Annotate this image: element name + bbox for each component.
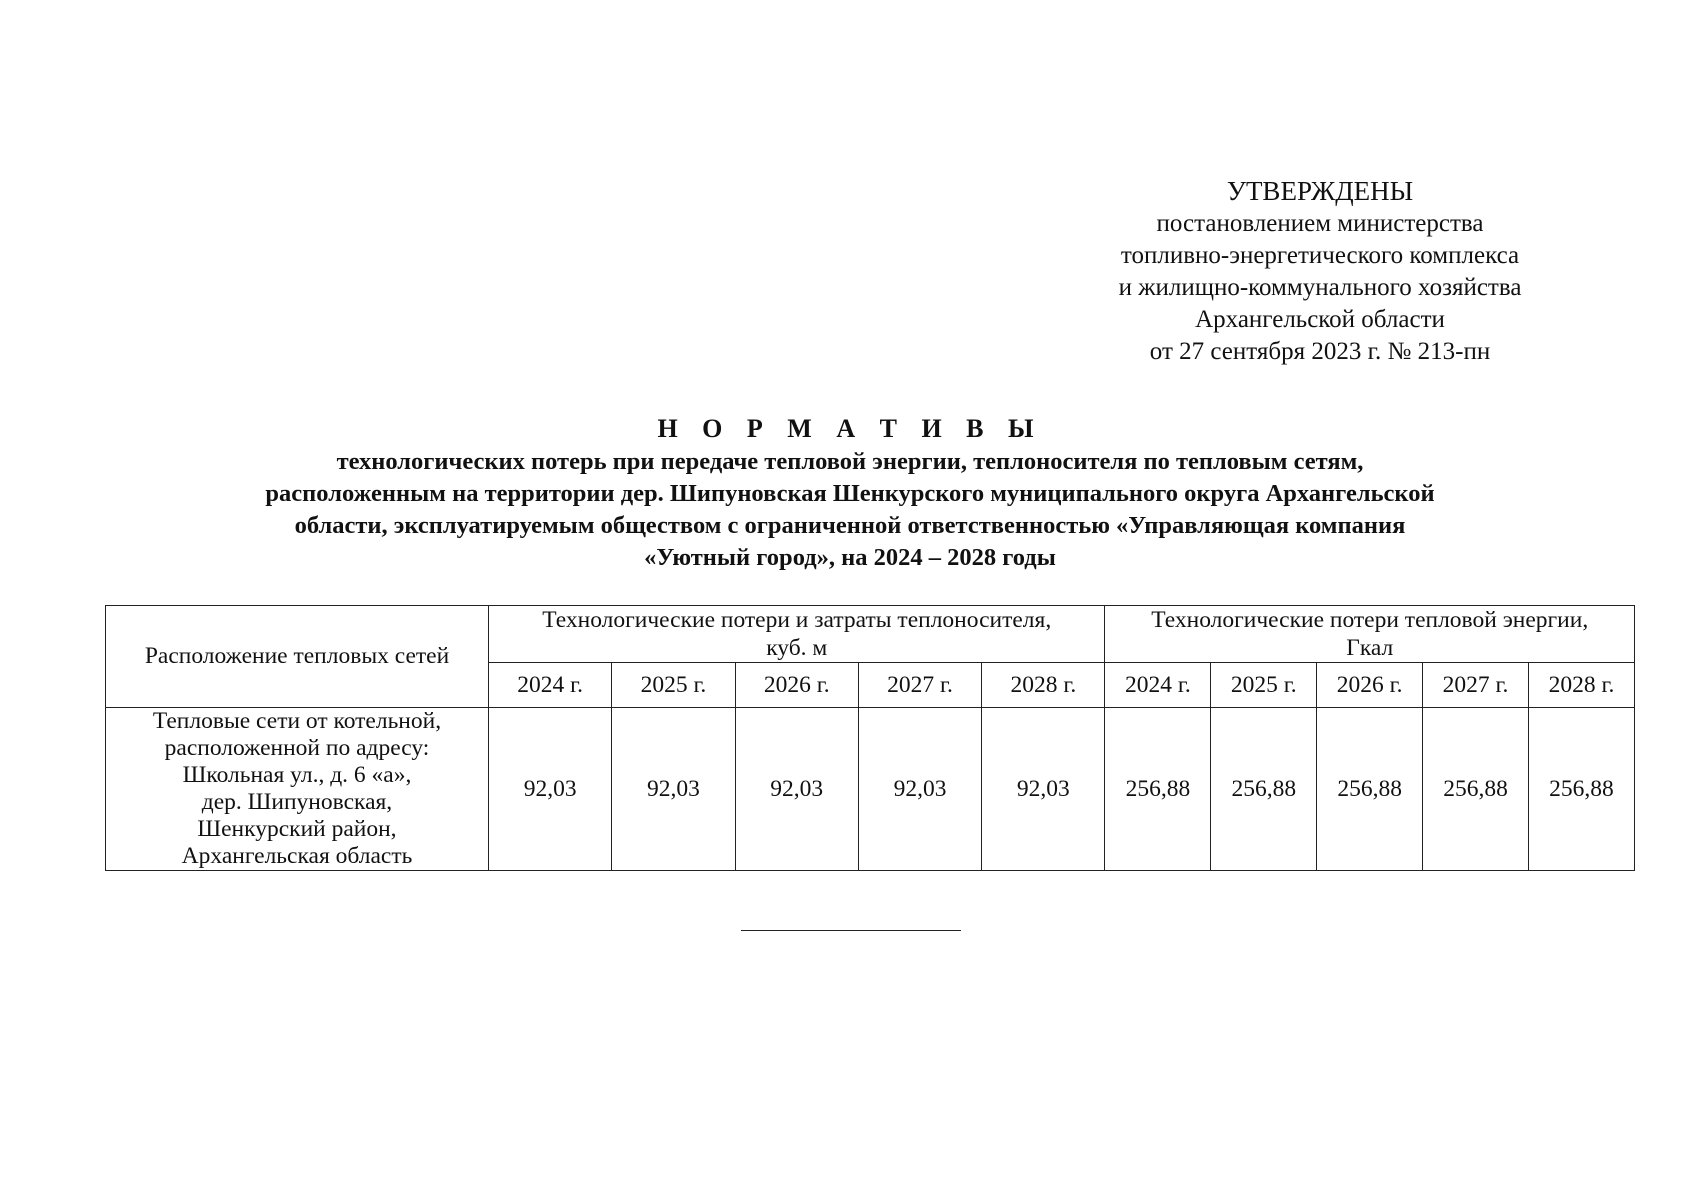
coolant-value-cell: 92,03 [858,708,981,871]
year-header-coolant: 2025 г. [612,663,735,708]
norms-table [105,605,1635,871]
coolant-header-unit: куб. м [766,635,828,661]
coolant-value-cell: 92,03 [735,708,858,871]
table-header-row [106,606,1635,663]
year-header-coolant: 2028 г. [982,663,1105,708]
coolant-losses-header [489,606,1105,663]
year-header-heat: 2027 г. [1423,663,1529,708]
location-line: Школьная ул., д. 6 «а», [182,762,412,788]
approval-line: топливно-энергетического комплекса [1120,242,1520,269]
approval-line: и жилищно-коммунального хозяйства [1118,274,1522,301]
year-header-heat: 2025 г. [1211,663,1317,708]
year-header-coolant: 2027 г. [858,663,981,708]
location-header: Расположение тепловых сетей [106,606,489,708]
heat-value-cell: 256,88 [1211,708,1317,871]
heat-header-line1: Технологические потери тепловой энергии, [1151,607,1589,633]
coolant-value-cell: 92,03 [982,708,1105,871]
location-line: дер. Шипуновская, [201,789,393,815]
year-header-coolant: 2024 г. [489,663,612,708]
coolant-value-cell: 92,03 [612,708,735,871]
table-row [106,708,1635,871]
coolant-header-line1: Технологические потери и затраты теплоносителя, [542,607,1052,633]
location-line: Шенкурский район, [197,816,397,842]
approval-line: постановлением министерства [1156,210,1484,237]
title-subtitle-line: «Уютный город», на 2024 – 2028 годы [644,544,1056,571]
year-header-heat: 2024 г. [1105,663,1211,708]
year-header-heat: 2028 г. [1528,663,1634,708]
heat-value-cell: 256,88 [1317,708,1423,871]
title-subtitle-line: расположенным на территории дер. Шипуновская Шенкурского муниципального округа Архангельской [265,480,1435,507]
approval-block [1060,174,1580,368]
year-header-coolant: 2026 г. [735,663,858,708]
document-title [100,412,1600,574]
heat-value-cell: 256,88 [1423,708,1529,871]
year-header-heat: 2026 г. [1317,663,1423,708]
location-line: расположенной по адресу: [164,735,430,761]
approval-line: Архангельской области [1195,306,1445,333]
approval-heading: УТВЕРЖДЕНЫ [1226,176,1414,206]
approval-date-number: от 27 сентября 2023 г. № 213-пн [1149,338,1491,365]
location-line: Тепловые сети от котельной, [152,708,442,734]
location-line: Архангельская область [181,843,413,869]
heat-header-unit: Гкал [1346,635,1394,661]
title-subtitle-line: технологических потерь при передаче тепловой энергии, теплоносителя по тепловым сетям, [336,448,1364,475]
location-cell [106,708,489,871]
title-main: Н О Р М А Т И В Ы [657,414,1043,443]
heat-losses-header [1105,606,1635,663]
heat-value-cell: 256,88 [1528,708,1634,871]
coolant-value-cell: 92,03 [489,708,612,871]
heat-value-cell: 256,88 [1105,708,1211,871]
title-subtitle-line: области, эксплуатируемым обществом с ограниченной ответственностью «Управляющая компания [294,512,1406,539]
closing-divider [741,930,961,931]
